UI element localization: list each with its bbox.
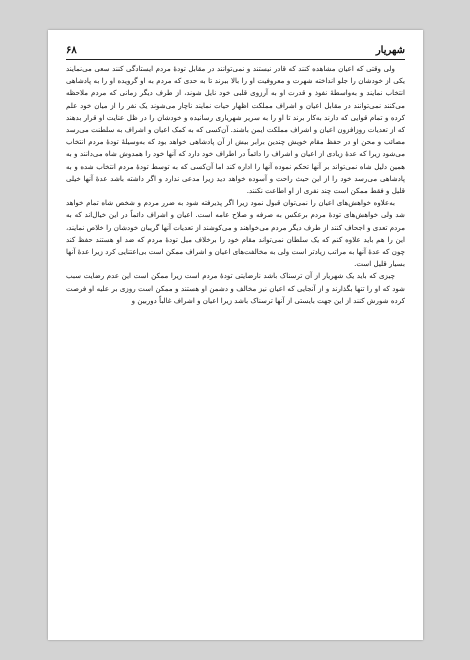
paragraph: ولی وقتی که اعیان مشاهده کنند که قادر نیستند و نمی‌توانند در مقابل تودهٔ مردم ایستادگی کنند سعی می‌نمایند یکی از خودشان را جلو انداخته شهرت و معروفیت او را بالا ببرند تا به حدی که مردم به او گرویده او را به پادشاهی انتخاب نمایند و به‌واسطهٔ نفوذ و قدرت او به آرزوی قلبی خود نایل شوند، از طرف دیگر زمانی که مردم ملاحظه می‌کنند نمی‌توانند در مقابل اعیان و اشراف مملکت اظهار حیات نمایند ناچار می‌شوند یک نفر را از میان خود علم کرده و تمام قوایی که دارند به‌کار برند تا او را به سریر شهریاری رسانیده و خودشان را در ظل عنایت او قرار بدهند که از تعدیات روزافزون اعیان و اشراف مملکت ایمن باشند. آن‌کسی که به کمک اعیان و اشراف به سلطنت می‌رسد مصائب و محن او در حفظ مقام خویش چندین برابر بیش از آن پادشاهی خواهد بود که به‌وسیلهٔ تودهٔ مردم انتخاب می‌شود زیرا که عدهٔ زیادی از اعیان و اشراف را دائماً در اطراف خود دارد که آنها خود را همدوش شاه می‌دانند و به همین دلیل شاه نمی‌تواند بر آنها تحکم نموده آنها را اداره کند اما آن‌کسی که به توسط تودهٔ مردم انتخاب شده و به پادشاهی می‌رسد خود را از این حیث راحت و آسوده خواهد دید زیرا مدعی ندارد و اگر داشته باشد عدهٔ آنها خیلی قلیل و فقط ممکن است چند نفری از او اطاعت نکنند. <box>66 64 405 196</box>
book-page <box>48 30 423 640</box>
header-rule <box>66 59 405 60</box>
paragraph: چیزی که باید یک شهریار از آن ترسناک باشد نارضایتی تودهٔ مردم است زیرا ممکن است این عدم رضایت سبب شود که او را تنها بگذارند و از آنجایی که اعیان نیز مخالف و دشمن او هستند و ممکن است روزی بر علیه او فرصت کرده شورش کنند از این جهت بایستی از آنها ترسناک باشد زیرا اعیان و اشراف غالباً دوربین و <box>66 271 405 305</box>
running-title: شهریار <box>375 45 405 56</box>
running-header <box>66 40 405 56</box>
paragraph: به‌علاوه خواهش‌های اعیان را نمی‌توان قبول نمود زیرا اگر پذیرفته شود به ضرر مردم و شخص شاه تمام خواهد شد ولی خواهش‌های تودهٔ مردم برعکس به صرفه و صلاح عامه است. اعیان و اشراف دائماً در این خیال‌اند که به مردم تعدی و اجحاف کنند از طرف دیگر مردم می‌خواهند و می‌کوشند از تعدیات آنها گریبان خودشان را خلاص نمایند، این را هم باید علاوه کنم که یک سلطان نمی‌تواند مقام خود را برخلاف میل تودهٔ مردم که ضد او هستند حفظ کند چون که عدهٔ آنها به مراتب زیادتر است ولی به مخالفت‌های اعیان و اشراف ممکن است بی‌اعتنایی کرد زیرا عدهٔ آنها بسیار قلیل است. <box>66 198 405 269</box>
body-text <box>66 63 405 307</box>
page-number: ۶۸ <box>66 45 77 56</box>
